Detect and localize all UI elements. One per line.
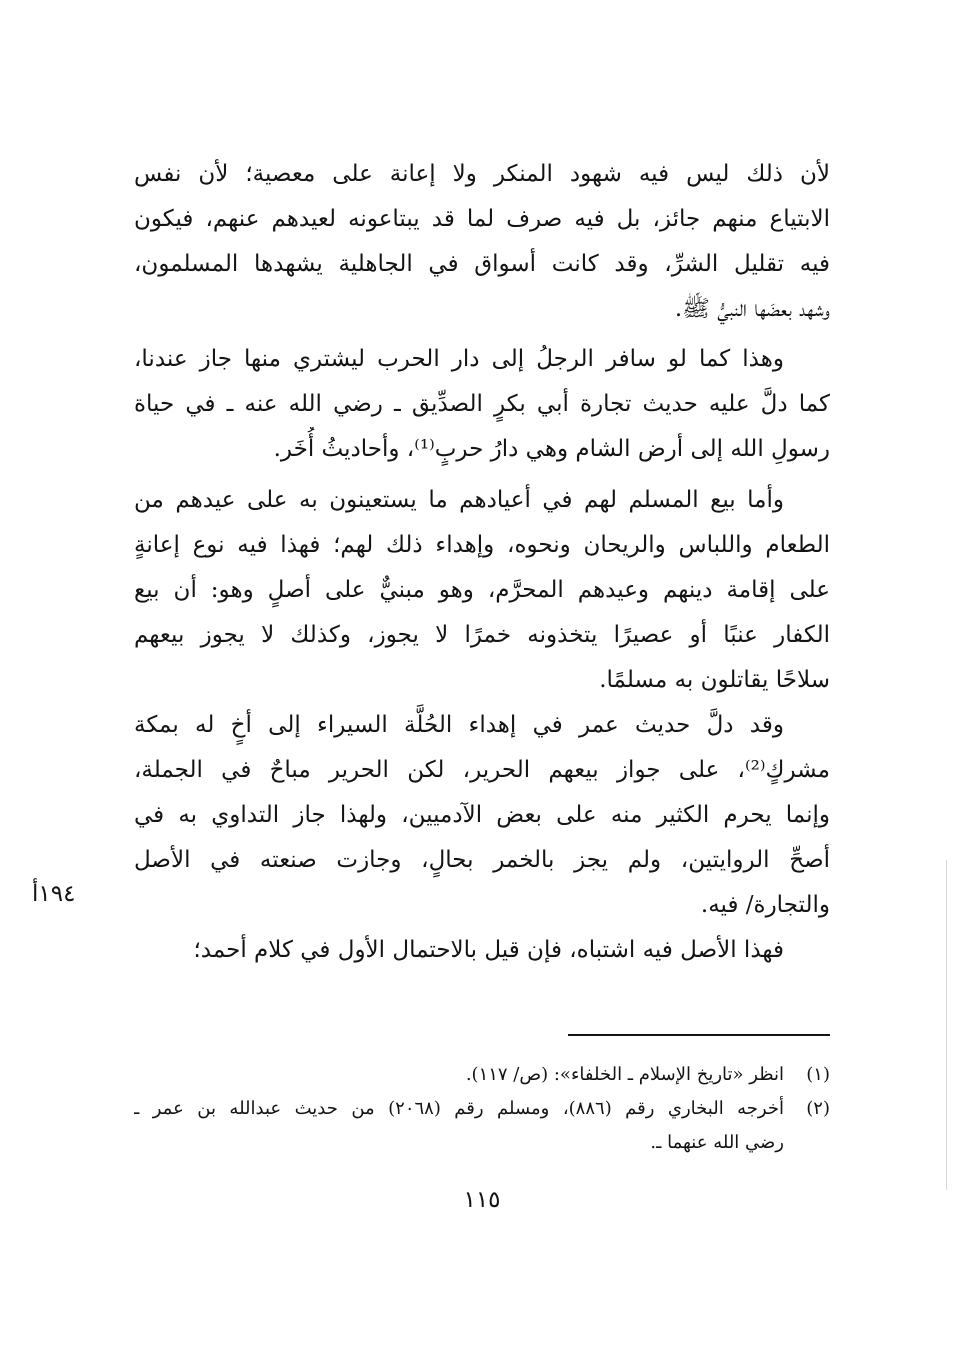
paragraph-1 <box>134 152 830 332</box>
footnote-1 <box>134 1058 830 1092</box>
text-line: كما دلَّ عليه حديث تجارة أبي بكرٍ الصدِّيق ـ رضي الله عنه ـ في حياة <box>134 391 830 417</box>
text-line: وهذا كما لو سافر الرجلُ إلى دار الحرب ليشتري منها جاز عندنا، <box>134 346 784 372</box>
scan-edge-line <box>946 860 947 1190</box>
footnote-2 <box>134 1092 830 1160</box>
footnote-separator <box>568 1034 830 1036</box>
footnote-text: رضي الله عنهما ـ. <box>650 1132 784 1153</box>
text-line: والتجارة/ فيه. <box>700 892 830 918</box>
text-line: وأما بيع المسلم لهم في أعيادهم ما يستعينون به على عيدهم من <box>134 487 784 513</box>
text-line: وقد دلَّ حديث عمر في إهداء الحُلَّة السيراء إلى أخٍ له بمكة <box>134 712 784 738</box>
paragraph-5 <box>134 928 830 973</box>
footnote-text: انظر «تاريخ الإسلام ـ الخلفاء»: (ص/ ١١٧). <box>465 1064 784 1085</box>
text-line: على إقامة دينهم وعيدهم المحرَّم، وهو مبنيٌّ على أصلٍ وهو: أن بيع <box>134 577 830 603</box>
footnote-number: (٢) <box>806 1098 830 1119</box>
page-number: ١١٥ <box>463 1187 501 1213</box>
text-line: وإنما يحرم الكثير منه على بعض الآدميين، ولهذا جاز التداوي به في <box>134 802 830 828</box>
paragraph-2 <box>134 337 830 472</box>
text-line: مشركٍ⁽²⁾، على جواز بيعهم الحرير، لكن الحرير مباحٌ في الجملة، <box>134 757 830 783</box>
paragraph-4 <box>134 703 830 928</box>
paragraph-3 <box>134 478 830 703</box>
text-line: رسولِ الله إلى أرض الشام وهي دارُ حربٍ⁽¹⁾، وأحاديثُ أُخَر. <box>273 436 830 462</box>
text-line: وشهد بعضَها النبيُّ ﷺ. <box>674 296 830 322</box>
footnote-text: أخرجه البخاري رقم (٨٨٦)، ومسلم رقم (٢٠٦٨) من حديث عبدالله بن عمر ـ <box>134 1098 784 1119</box>
text-line: سلاحًا يقاتلون به مسلمًا. <box>599 667 830 693</box>
manuscript-folio-note: ١٩٤أ <box>32 881 76 907</box>
text-line: فهذا الأصل فيه اشتباه، فإن قيل بالاحتمال الأول في كلام أحمد؛ <box>193 937 784 963</box>
text-line: أصحِّ الروايتين، ولم يجز بالخمر بحالٍ، وجازت صنعته في الأصل <box>134 847 830 873</box>
text-line: الابتياع منهم جائز، بل فيه صرف لما قد يبتاعونه لعيدهم عنهم، فيكون <box>134 206 830 232</box>
text-line: الطعام واللباس والريحان ونحوه، وإهداء ذلك لهم؛ فهذا فيه نوع إعانةٍ <box>134 532 830 558</box>
text-line: لأن ذلك ليس فيه شهود المنكر ولا إعانة على معصية؛ لأن نفس <box>134 161 830 187</box>
text-line: الكفار عنبًا أو عصيرًا يتخذونه خمرًا لا يجوز، وكذلك لا يجوز بيعهم <box>134 622 830 648</box>
footnote-number: (١) <box>806 1064 830 1085</box>
text-line: فيه تقليل الشرِّ، وقد كانت أسواق في الجاهلية يشهدها المسلمون، <box>134 251 830 277</box>
